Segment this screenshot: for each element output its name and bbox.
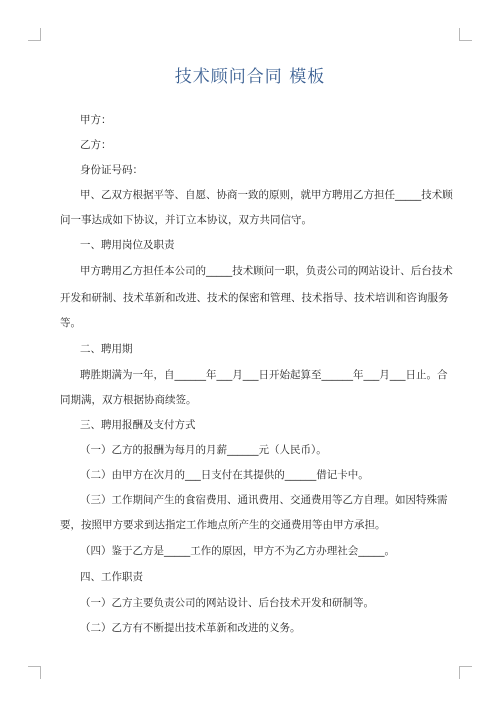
page-corner-mark — [28, 666, 41, 679]
page-corner-mark — [28, 28, 41, 41]
party-b-field: 乙方： — [80, 139, 112, 151]
preamble-line: 问一事达成如下协议，并订立本协议，双方共同信守。 — [60, 214, 312, 226]
page-corner-mark — [459, 666, 472, 679]
body-line: （一）乙方主要负责公司的网站设计、后台技术开发和研制等。 — [80, 597, 374, 609]
section-heading: 三、聘用报酬及支付方式 — [80, 419, 196, 431]
preamble-line: 甲、乙双方根据平等、自愿、协商一致的原则，就甲方聘用乙方担任_____技术顾 — [80, 189, 453, 201]
body-line: 等。 — [60, 317, 81, 329]
party-a-field: 甲方： — [80, 114, 112, 126]
section-heading: 一、聘用岗位及职责 — [80, 239, 175, 251]
body-line: （一）乙方的报酬为每月的月薪______元（人民币）。 — [80, 444, 327, 456]
body-line: （二）乙方有不断提出技术革新和改进的义务。 — [80, 622, 301, 634]
body-line: 甲方聘用乙方担任本公司的_____技术顾问一职，负责公司的网站设计、后台技术 — [80, 265, 453, 277]
body-line: 要，按照甲方要求到达指定工作地点所产生的交通费用等由甲方承担。 — [60, 519, 386, 531]
document-title: 技术顾问合同 模板 — [174, 67, 326, 87]
section-heading: 四、工作职责 — [80, 571, 143, 583]
body-line: （三）工作期间产生的食宿费用、通讯费用、交通费用等乙方自理。如因特殊需 — [80, 494, 448, 506]
body-line: 聘胜期满为一年，自______年___月___日开始起算至______年___月___日止。合 — [80, 369, 448, 381]
body-line: 开发和研制、技术革新和改进、技术的保密和管理、技术指导、技术培训和咨询服务 — [60, 292, 449, 304]
body-line: 同期满，双方根据协商续签。 — [60, 394, 197, 406]
body-line: （二）由甲方在次月的___日支付在其提供的______借记卡中。 — [80, 469, 369, 481]
page-corner-mark — [459, 28, 472, 41]
id-number-field: 身份证号码： — [80, 164, 143, 176]
section-heading: 二、聘用期 — [80, 343, 133, 355]
body-line: （四）鉴于乙方是_____工作的原因，甲方不为乙方办理社会_____。 — [80, 545, 395, 557]
